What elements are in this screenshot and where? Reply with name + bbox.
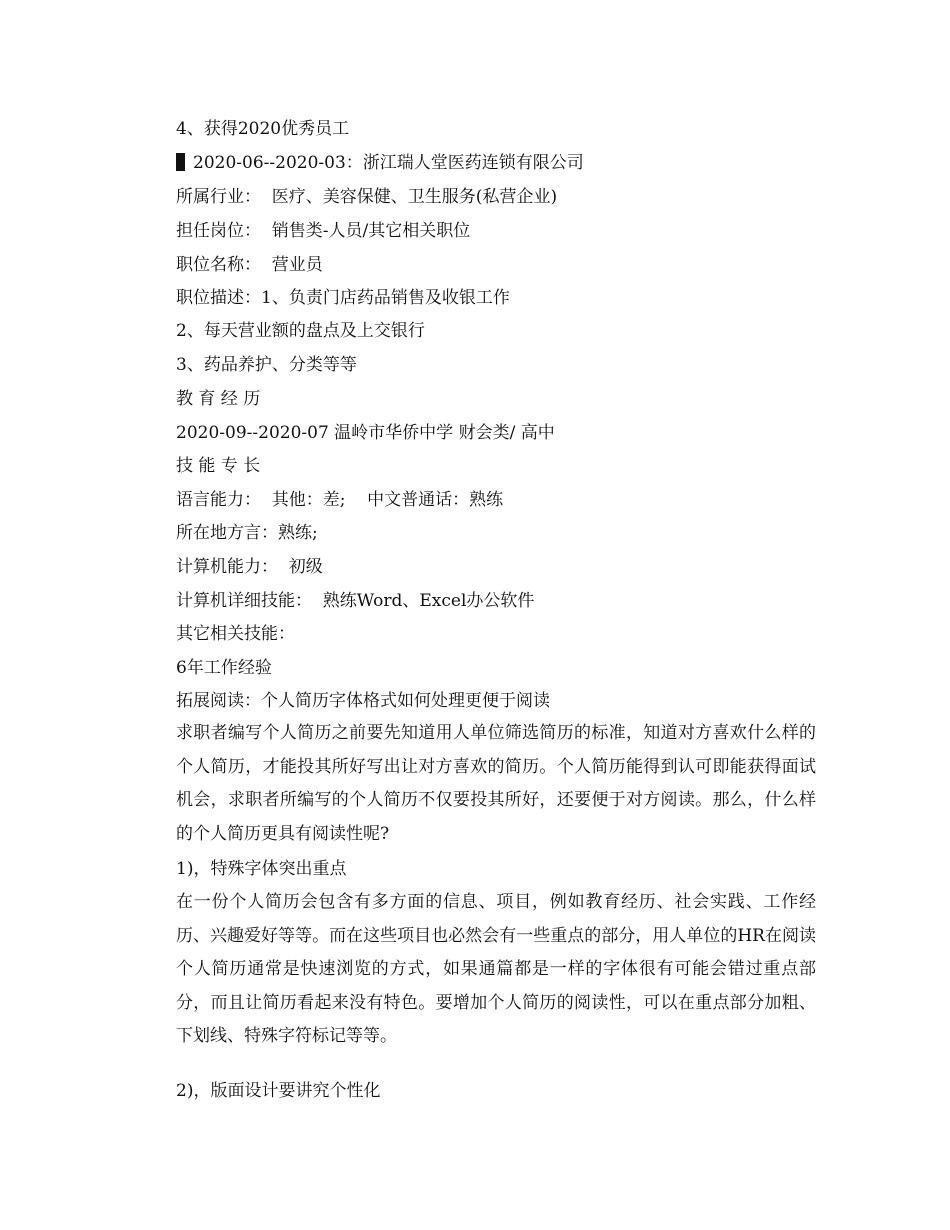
language-skill-line: 语言能力： 其他：差; 中文普通话：熟练 [176, 490, 504, 510]
computer-skills-line: 计算机详细技能： 熟练Word、Excel办公软件 [176, 591, 535, 611]
square-bullet-icon [176, 153, 185, 171]
duty-line-3: 3、药品养护、分类等等 [176, 355, 357, 375]
duty-line-2: 2、每天营业额的盘点及上交银行 [176, 321, 425, 341]
job-period-line [176, 153, 584, 173]
computer-level-line: 计算机能力： 初级 [176, 557, 323, 577]
job-description-line: 职位描述：1、负责门店药品销售及收银工作 [176, 288, 510, 308]
section-heading-2: 2)，版面设计要讲究个性化 [176, 1081, 381, 1101]
education-entry: 2020-09--2020-07 温岭市华侨中学 财会类/ 高中 [176, 423, 555, 443]
body-paragraph-2 [176, 886, 816, 1054]
job-title-line: 职位名称： 营业员 [176, 255, 323, 275]
section-heading-1: 1)，特殊字体突出重点 [176, 859, 347, 879]
industry-line: 所属行业： 医疗、美容保健、卫生服务(私营企业) [176, 187, 558, 207]
other-skills-line: 其它相关技能： [176, 624, 295, 644]
experience-years-line: 6年工作经验 [176, 658, 272, 678]
body-paragraph-2-text: 在一份个人简历会包含有多方面的信息、项目，例如教育经历、社会实践、工作经历、兴趣爱好等等。而在这些项目也必然会有一些重点的部分，用人单位的HR在阅读个人简历通常是快速浏览的方式，如果通篇都是一样的字体很有可能会错过重点部分，而且让简历看起来没有特色。要增加个人简历的阅读性，可以在重点部分加粗、下划线、特殊字符标记等等。 [176, 892, 816, 1046]
skills-heading: 技 能 专 长 [176, 456, 261, 476]
extended-reading-title: 拓展阅读：个人简历字体格式如何处理更便于阅读 [176, 691, 550, 711]
intro-paragraph [176, 717, 816, 851]
intro-paragraph-text: 求职者编写个人简历之前要先知道用人单位筛选简历的标准，知道对方喜欢什么样的个人简历，才能投其所好写出让对方喜欢的简历。个人简历能得到认可即能获得面试机会，求职者所编写的个人简历不仅要投其所好，还要便于对方阅读。那么，什么样的个人简历更具有阅读性呢? [176, 723, 816, 844]
award-line: 4、获得2020优秀员工 [176, 119, 350, 139]
job-period-text: 2020-06--2020-03：浙江瑞人堂医药连锁有限公司 [193, 153, 584, 173]
position-line: 担任岗位： 销售类-人员/其它相关职位 [176, 221, 471, 241]
dialect-line: 所在地方言：熟练; [176, 523, 318, 543]
education-heading: 教 育 经 历 [176, 389, 261, 409]
